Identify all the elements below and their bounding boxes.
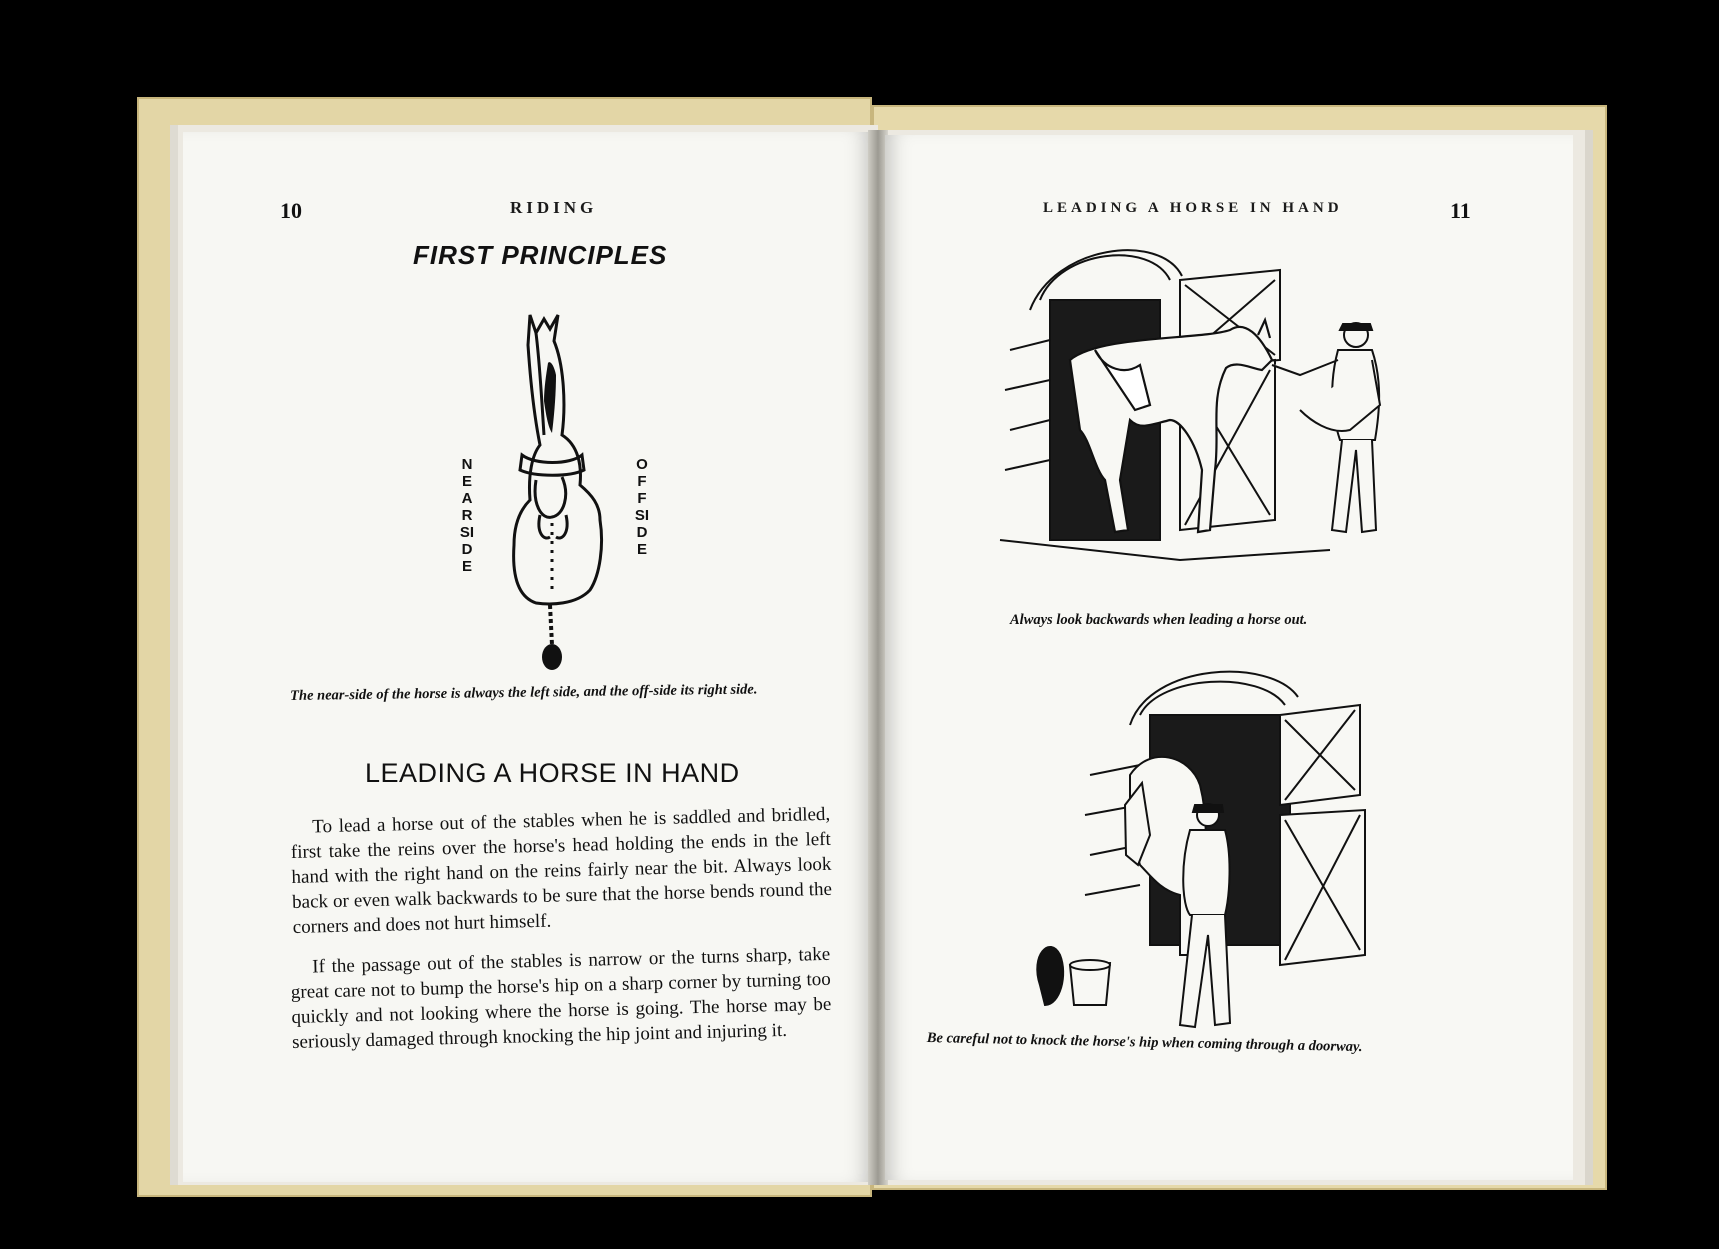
near-side-label: NEAR SIDE <box>459 456 475 575</box>
caption-look-backwards: Always look backwards when leading a horse out. <box>1010 612 1308 628</box>
right-page-number: 11 <box>1450 198 1471 223</box>
doorway-illustration <box>1030 665 1390 1035</box>
right-running-head: LEADING A HORSE IN HAND <box>1043 200 1343 216</box>
paragraph-1: To lead a horse out of the stables when he is saddled and bridled, first take the reins over the horse's head holding the ends in the left hand with the right hand on the reins fairly near the bit. Always look back or even walk backwards to be sure that the horse bends round the corners and does not hurt himself. <box>290 803 833 938</box>
caption-careful-hip: Be careful not to knock the horse's hip when coming through a doorway. <box>926 1030 1363 1056</box>
off-side-label: OFF SIDE <box>634 456 650 558</box>
horse-top-view-illustration <box>500 305 620 675</box>
stable-exit-illustration <box>1000 240 1420 580</box>
figure-caption-sides: The near-side of the horse is always the left side, and the off-side its right side. <box>290 681 758 704</box>
left-running-head: RIDING <box>510 198 598 217</box>
paragraph-2: If the passage out of the stables is narrow or the turns sharp, take great care not to bump the horse's hip on a sharp corner by turning too quickly and not looking where the horse is going. The horse may be seriously damaged through knocking the hip joint and injuring it. <box>290 943 832 1053</box>
section-title: LEADING A HORSE IN HAND <box>365 758 740 788</box>
left-page-number: 10 <box>280 198 302 223</box>
page-title: FIRST PRINCIPLES <box>413 240 668 270</box>
